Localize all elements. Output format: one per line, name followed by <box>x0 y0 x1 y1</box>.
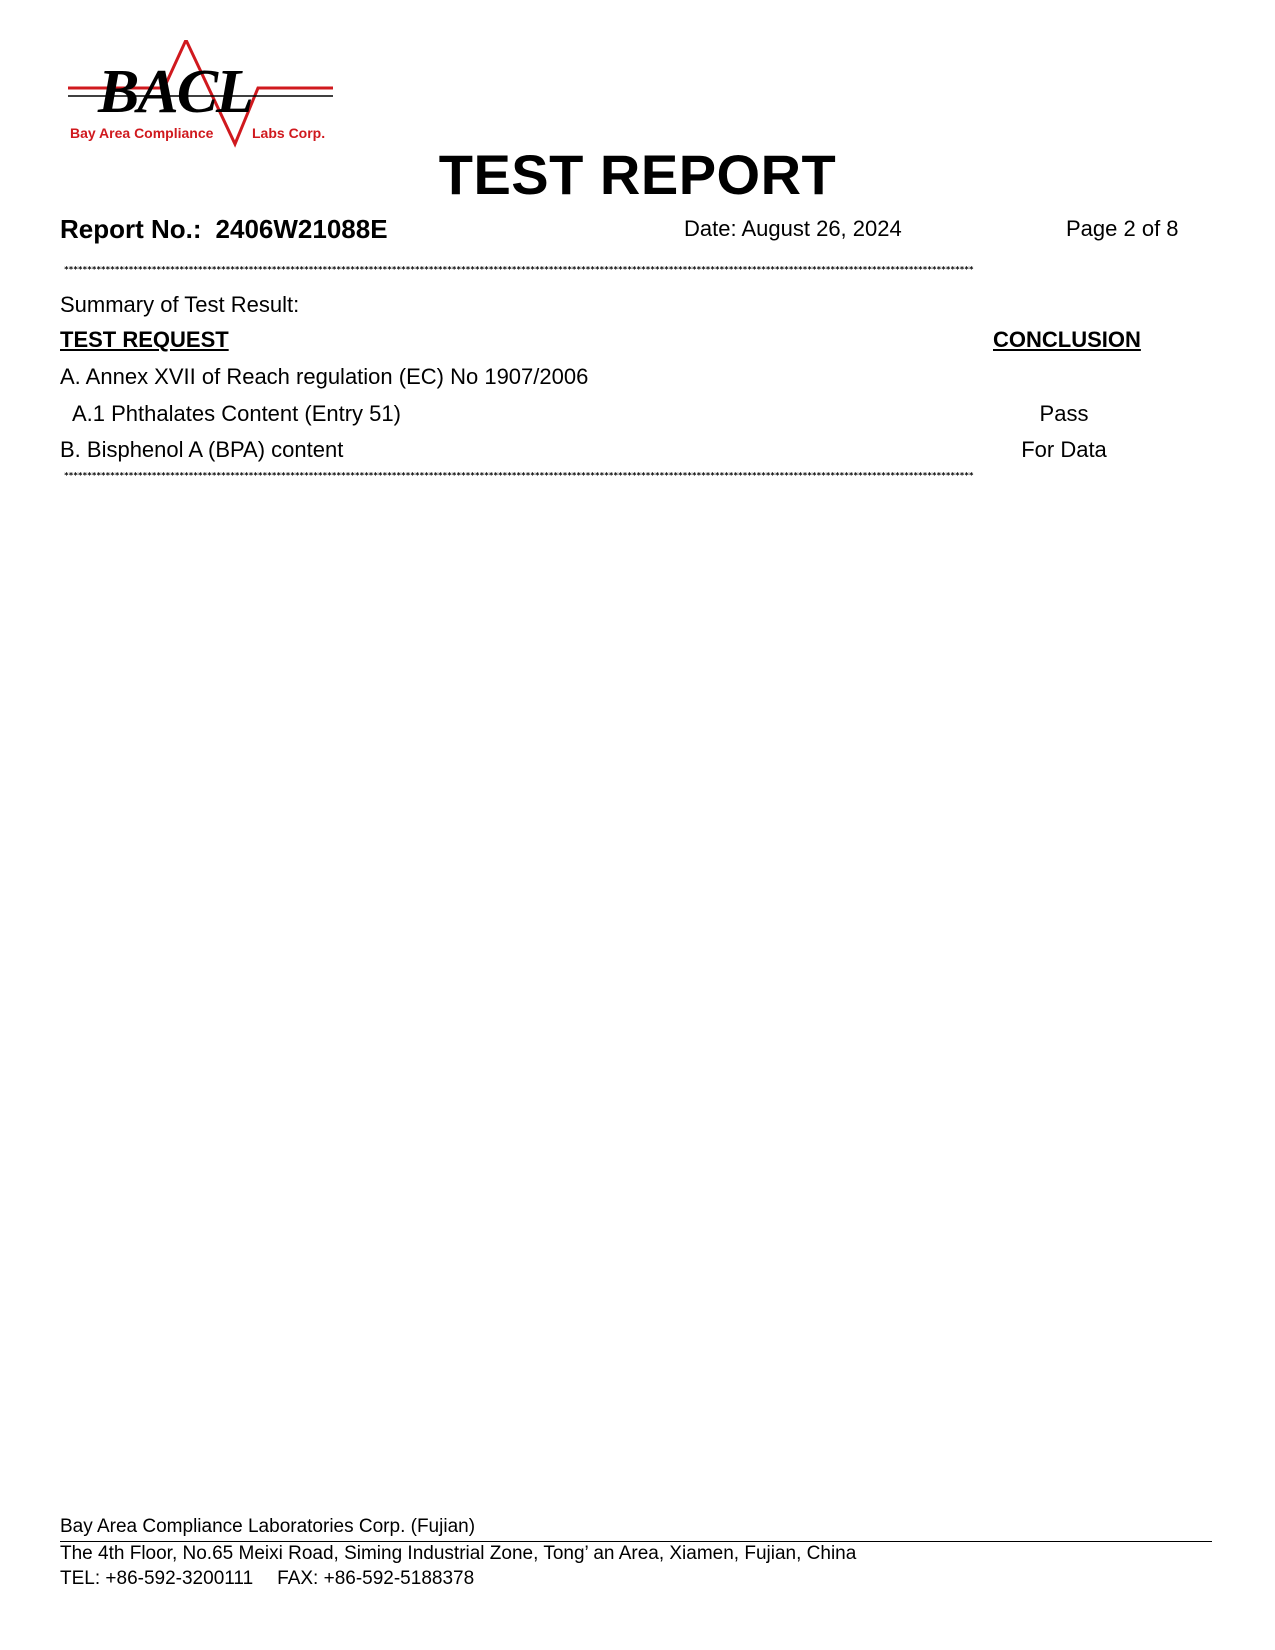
report-number-value: 2406W21088E <box>215 214 388 244</box>
summary-label: Summary of Test Result: <box>60 292 300 317</box>
test-request-row-b: B. Bisphenol A (BPA) content <box>60 437 344 462</box>
conclusion-row-b: For Data <box>1021 437 1107 462</box>
test-request-row-a1: A.1 Phthalates Content (Entry 51) <box>72 401 401 426</box>
column-header-conclusion: CONCLUSION <box>993 327 1141 352</box>
conclusion-row-a1: Pass <box>1039 401 1089 426</box>
footer-contact <box>60 1568 474 1590</box>
page-title: TEST REPORT <box>438 143 837 206</box>
separator-bottom: ***************************************************************************************************************************************************************************************************** <box>64 471 974 480</box>
logo-left-text: Bay Area Compliance <box>70 125 214 141</box>
logo-letters: BACL <box>98 58 252 126</box>
footer-divider <box>60 1541 1212 1542</box>
report-number-label: Report No.: <box>60 214 202 244</box>
page-indicator: Page 2 of 8 <box>1066 216 1179 241</box>
footer-fax: FAX: +86-592-5188378 <box>277 1568 475 1589</box>
test-request-row-a: A. Annex XVII of Reach regulation (EC) No 1907/2006 <box>60 364 589 389</box>
bacl-logo-graphic <box>68 40 338 152</box>
separator-top: ***************************************************************************************************************************************************************************************************** <box>64 265 974 274</box>
footer-company: Bay Area Compliance Laboratories Corp. (Fujian) <box>60 1516 476 1537</box>
report-number-line <box>60 214 388 245</box>
report-date: Date: August 26, 2024 <box>684 216 902 241</box>
column-header-test-request: TEST REQUEST <box>60 327 229 352</box>
bacl-logo <box>68 40 338 152</box>
footer-tel: TEL: +86-592-3200111 <box>60 1568 254 1589</box>
logo-right-text: Labs Corp. <box>252 125 326 141</box>
footer-address: The 4th Floor, No.65 Meixi Road, Siming Industrial Zone, Tong’ an Area, Xiamen, Fujian, China <box>60 1543 857 1564</box>
